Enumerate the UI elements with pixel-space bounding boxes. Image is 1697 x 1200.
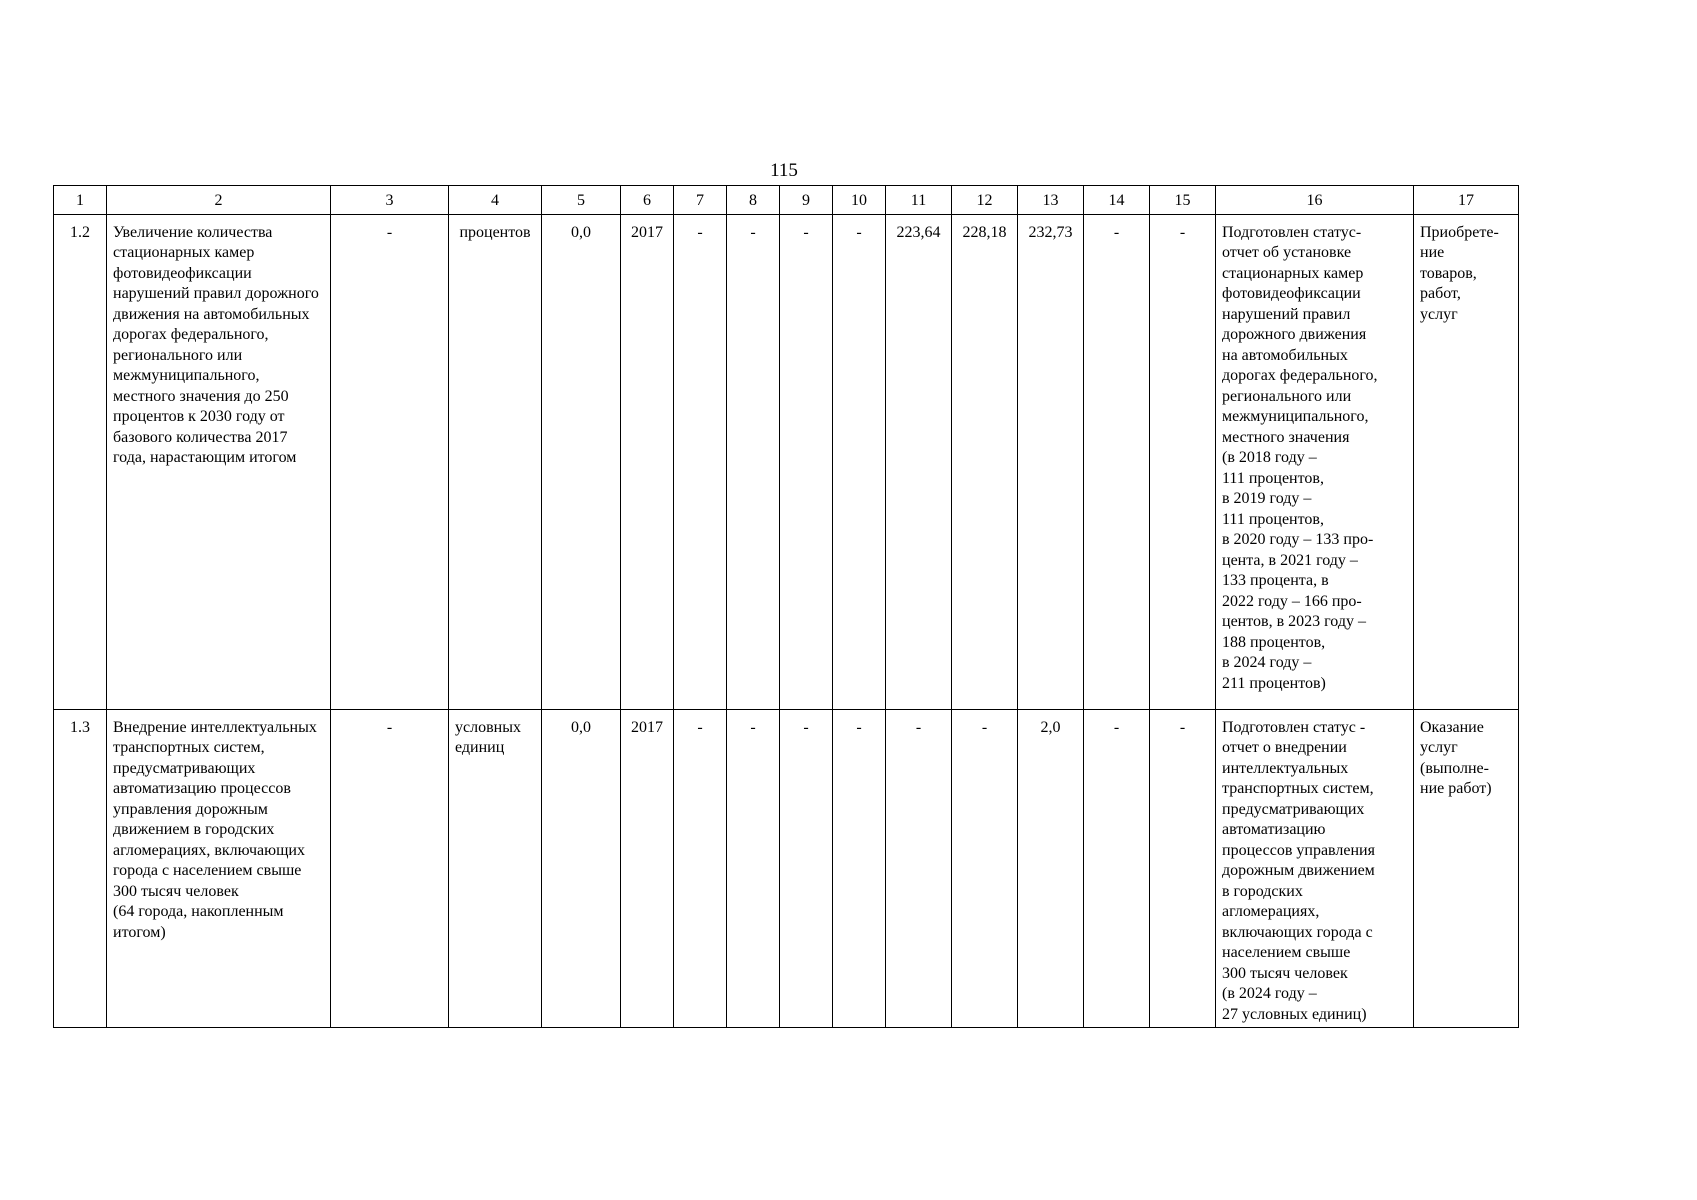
table-cell: - xyxy=(780,214,833,709)
column-header: 16 xyxy=(1216,186,1414,215)
table-cell: - xyxy=(331,214,449,709)
unit-cell: условных единиц xyxy=(449,709,542,1028)
result-type-cell: Приобрете- ние товаров, работ, услуг xyxy=(1414,214,1519,709)
column-header: 13 xyxy=(1018,186,1084,215)
table-cell: - xyxy=(1150,709,1216,1028)
indicator-name-cell: Увеличение количества стационарных камер фотовидеофиксации нарушений правил дорожного движения на автомобильных дорогах федерального, регионального или межмуниципального, местного значения до 250 процентов к 2030 году от базового количества 2017 года, нарастающим итогом xyxy=(107,214,331,709)
table-row xyxy=(54,214,1519,709)
table-cell: - xyxy=(727,709,780,1028)
table-cell: - xyxy=(331,709,449,1028)
column-header: 12 xyxy=(952,186,1018,215)
result-description-cell: Подготовлен статус - отчет о внедрении интеллектуальных транспортных систем, предусматривающих автоматизацию процессов управления дорожным движением в городских агломерациях, включающих города с населением свыше 300 тысяч человек (в 2024 году – 27 условных единиц) xyxy=(1216,709,1414,1028)
table-cell: 228,18 xyxy=(952,214,1018,709)
table-cell: - xyxy=(1084,709,1150,1028)
table-row xyxy=(54,709,1519,1028)
base-value-cell: 0,0 xyxy=(542,214,621,709)
table-cell: - xyxy=(780,709,833,1028)
column-header: 7 xyxy=(674,186,727,215)
column-header: 10 xyxy=(833,186,886,215)
base-year-cell: 2017 xyxy=(621,709,674,1028)
column-header: 3 xyxy=(331,186,449,215)
indicator-name-cell: Внедрение интеллектуальных транспортных систем, предусматривающих автоматизацию процессов управления дорожным движением в городских агломерациях, включающих города с населением свыше 300 тысяч человек (64 города, накопленным итогом) xyxy=(107,709,331,1028)
unit-cell: процентов xyxy=(449,214,542,709)
table-cell: - xyxy=(1150,214,1216,709)
table-cell: - xyxy=(1084,214,1150,709)
table-cell: - xyxy=(674,214,727,709)
column-header: 5 xyxy=(542,186,621,215)
column-header: 8 xyxy=(727,186,780,215)
column-header: 4 xyxy=(449,186,542,215)
table-cell: - xyxy=(674,709,727,1028)
column-header: 14 xyxy=(1084,186,1150,215)
base-year-cell: 2017 xyxy=(621,214,674,709)
page-number: 115 xyxy=(770,160,798,181)
column-header: 9 xyxy=(780,186,833,215)
base-value-cell: 0,0 xyxy=(542,709,621,1028)
column-header: 2 xyxy=(107,186,331,215)
result-type-cell: Оказание услуг (выполне- ние работ) xyxy=(1414,709,1519,1028)
column-header: 17 xyxy=(1414,186,1519,215)
column-header: 11 xyxy=(886,186,952,215)
table-cell: 232,73 xyxy=(1018,214,1084,709)
table-cell: - xyxy=(952,709,1018,1028)
data-table xyxy=(53,185,1519,1028)
header-row xyxy=(54,186,1519,215)
table-cell: - xyxy=(886,709,952,1028)
result-description-cell: Подготовлен статус- отчет об установке стационарных камер фотовидеофиксации нарушений правил дорожного движения на автомобильных дорогах федерального, регионального или межмуниципального, местного значения (в 2018 году – 111 процентов, в 2019 году – 111 процентов, в 2020 году – 133 про- цента, в 2021 году – 133 процента, в 2022 году – 166 про- центов, в 2023 году – 188 процентов, в 2024 году – 211 процентов) xyxy=(1216,214,1414,709)
table-cell: - xyxy=(833,214,886,709)
table-cell: - xyxy=(727,214,780,709)
table-cell: - xyxy=(833,709,886,1028)
table-cell: 223,64 xyxy=(886,214,952,709)
row-number-cell: 1.3 xyxy=(54,709,107,1028)
row-number-cell: 1.2 xyxy=(54,214,107,709)
column-header: 15 xyxy=(1150,186,1216,215)
table-cell: 2,0 xyxy=(1018,709,1084,1028)
column-header: 6 xyxy=(621,186,674,215)
column-header: 1 xyxy=(54,186,107,215)
